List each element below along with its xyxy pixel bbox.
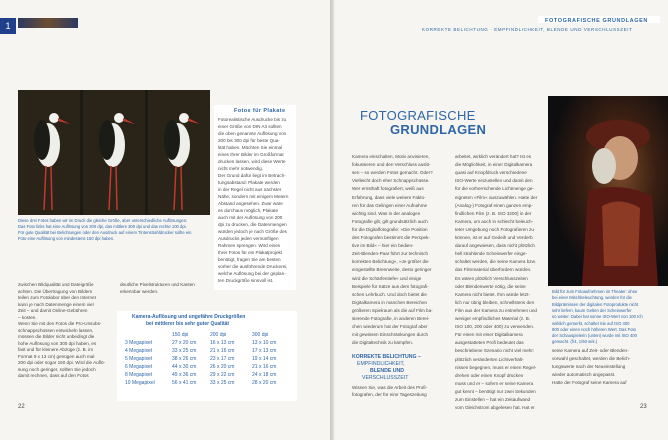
left-body-line: kann je nach Datenmenge einem viel	[18, 301, 94, 307]
sidebar-line: 200 bis 300 dpi für beste Qua-	[218, 138, 280, 143]
left-body-line: teilen zum Fotolabor über den Internet	[18, 295, 96, 300]
table-cell: 26 x 20 cm	[210, 364, 235, 370]
actress-figure	[548, 96, 668, 286]
portrait-caption-line: sehr liefern, kaum Gelten der Scheinwerfer	[552, 307, 632, 313]
right-col3-line: wieder automatisch angepasst.	[552, 372, 616, 378]
left-body-line: zwischen Bildqualität und Dateigröße	[18, 282, 94, 287]
table-cell: 16 x 13 cm	[210, 340, 235, 346]
table-cell: 23 x 17 cm	[210, 356, 235, 362]
header-thumbnail-strip	[18, 18, 78, 28]
table-cell: 33 x 25 cm	[210, 380, 235, 386]
right-col2-line: nissen begegnen, muss er einen Regel-	[455, 364, 537, 370]
table-title-line2: bei mittlerer bis sehr guter Qualität	[146, 321, 230, 327]
right-col2-line: darauf angewiesen, dass nicht plötzlich	[455, 243, 535, 249]
right-col2-line: weniger empfindliches Material (z. B.	[455, 316, 531, 321]
right-col2-line: die Möglichkeit, in einer Digitalkamera	[455, 162, 533, 168]
left-body-line: fast und für kleinere Abzüge (z. B. im	[18, 347, 94, 352]
left-body-line: schnappschüssen entwickeln lassen,	[18, 327, 94, 333]
chapter-title-line1: FOTOGRAFISCHE	[360, 108, 476, 123]
stork-caption-line: Für gute Qualität bei Belichtungen oder den Ausdruck auf einem Tintenstrahldrucker sollte ein	[18, 230, 192, 235]
portrait-caption-line: Bildprämissen der digitalen Fotoprodukte nicht	[552, 301, 639, 307]
right-col2-line: Für einen mit einer Digitalkamera	[455, 332, 523, 338]
right-col1-after-line: fotografen, der für eine Tageszeitung	[352, 391, 427, 397]
right-col1-line: chen wiederum hat der Fotograf aber	[352, 324, 428, 330]
sidebar-line: Ausdrucks jeden vernünftigen	[218, 236, 279, 241]
table-cell: 3 Megapixel	[125, 340, 152, 346]
table-cell: 29 x 22 cm	[210, 372, 235, 378]
right-col1-line: Fotografie gilt, gilt grundsätzlich auch	[352, 218, 428, 224]
table-cell: 24 x 18 cm	[252, 372, 277, 378]
left-body-line: müssen die Bilder nicht unbedingt die	[18, 334, 95, 339]
stork-caption-line: Diese drei Fotos haben wir im Druck die gleiche Größe, aber unterschiedliche Auflösungen:	[18, 218, 188, 223]
right-col1-line: Vielleicht doch eher Schnappschüsse.	[352, 178, 430, 184]
right-col1-line: Beispiele für Sätze aus dem fotografi-	[352, 283, 429, 289]
portrait-caption-line: der Schauspielerin (unten) wurde mit ISO 400	[552, 333, 637, 339]
running-subheader: KORREKTE BELICHTUNG · EMPFINDLICHKEIT, BLENDE UND VERSCHLUSSZEIT	[422, 27, 633, 32]
right-col2-line: das Filmmaterial überfordern würden.	[455, 267, 532, 273]
right-col2-line: hell strahlende Scheinwerfer einge-	[455, 251, 528, 257]
table-cell: 38 x 26 cm	[172, 356, 197, 362]
portrait-caption-line: bei einer Mischbeleuchtung, werden für die	[552, 295, 632, 301]
table-cell: 33 x 25 cm	[172, 348, 197, 354]
page-number-right: 23	[640, 404, 647, 410]
right-col1-line: die Digitaltechnik zu kämpfen.	[352, 340, 414, 346]
right-col2-line: teter Umgebung noch Fotografieren zu	[455, 226, 534, 232]
left-page	[0, 0, 330, 440]
page-number-left: 22	[18, 404, 25, 410]
sidebar-line: Der Grund dafür liegt im Betrach-	[218, 173, 286, 178]
table-cell: 56 x 41 cm	[172, 380, 197, 386]
right-col2-line: quasi auf Knopfdruck verschiedene	[455, 170, 527, 176]
right-col2-line: Kamera nicht bietet. Ihm würde letzt-	[455, 291, 530, 297]
right-col3-line: vorwahl geschaltet, werden die Belich-	[552, 356, 631, 362]
table-header-cell: 200 dpi	[210, 332, 227, 338]
right-col2-line: findlichen Film (z. B. ISO 3200) in der	[455, 210, 532, 216]
right-col1-line: tive im Bild« – hier ein bedien-	[352, 243, 414, 249]
sidebar-line: einer Größe von DIN A3 sollten	[218, 124, 282, 129]
right-col1-line: schen Lehrbuch. Und doch bietet die	[352, 291, 427, 297]
right-col2-line: eigneten »Film« auszuwählen. Hatte der	[455, 194, 538, 200]
stork-photos	[18, 90, 210, 215]
sidebar-line: auch mit der Auflösung von 200	[218, 215, 283, 220]
sidebar-line: benötigt, fragen Sie am besten	[218, 257, 281, 262]
stork-photo-100dpi	[148, 90, 210, 215]
right-col2-line: ISO-Werte einzustellen und damit den	[455, 178, 533, 184]
sidebar-line: die oben genannte Auflösung von	[218, 131, 287, 136]
right-col2-line: drehen oder einen Knopf drücken	[455, 372, 524, 378]
left-body-line: damit rechnen, dass auf den Fotos	[18, 373, 89, 378]
sidebar-line: es durchaus möglich, Plakate	[218, 208, 279, 213]
sidebar-line: drucken lassen, wird diese Werte	[218, 159, 286, 164]
right-col2-line: gut kennt – benötigt nur zwei Sekunden	[455, 388, 536, 394]
right-col3-line: tungswerte nach der Neueinstellung	[552, 364, 626, 370]
stork-photo-200dpi	[18, 90, 80, 215]
portrait-caption-line: 800 oder einen noch höheren Wert. Das Foto	[552, 326, 636, 332]
table-cell: 8 Megapixel	[125, 372, 152, 378]
right-col2-line: arbeitet, wirklich verändert hat? Ist es	[455, 154, 532, 159]
right-col2-line: können, ist er auf Gedeih und Verderb	[455, 235, 533, 240]
table-cell: 13 x 10 cm	[252, 340, 277, 346]
right-col1-line: Digitalkamera in manchen Bereichen	[352, 299, 428, 305]
sidebar-line: nicht mehr notwendig.	[218, 166, 263, 171]
stork-photo-300dpi	[83, 90, 145, 215]
stork-caption-line: Das Foto links hat eine Auflösung von 200 dpi, das mittlere 300 dpi und das rechte 100 dpi.	[18, 224, 187, 229]
right-col2-line: muss und er – sofern er seine Kamera	[455, 380, 534, 386]
left-body-line: Zeit – und damit Online-Gebühren	[18, 308, 88, 313]
portrait-caption-line: so weiter. Dabei hat sonne ISO-Wert von 100 Ich	[552, 314, 643, 320]
table-cell: 28 x 20 cm	[252, 380, 277, 386]
sidebar-line: vorher die ausführende Druckerei,	[218, 264, 288, 269]
portrait-caption-line: wirklich gemerkt, schaltet Sie auf ISO 400	[552, 320, 630, 326]
table-cell: 6 Megapixel	[125, 364, 152, 370]
table-header-cell: 300 dpi	[252, 332, 269, 338]
right-col1-line: des Fotografen bestimmt die Perspek-	[352, 235, 430, 240]
subhead-line1: KORREKTE BELICHTUNG –	[352, 354, 421, 360]
actress-portrait-photo	[548, 96, 668, 286]
left-col2-line: deutliche Pixelstrukturen und Kanten	[120, 282, 195, 287]
right-col1-line: mit gewissen Einschränkungen durch	[352, 332, 429, 338]
right-col1-line: größeren Spielraum als die auf Film ba-	[352, 307, 433, 313]
left-body-line: – kosten.	[18, 314, 37, 320]
right-col3-line: Hatte der Fotograf seine Kamera auf	[552, 380, 627, 386]
sidebar-line: Nähe, sondern mit einigem Metern	[218, 194, 289, 199]
right-col2-line: oder Blendenwerte nötig, die seine	[455, 283, 526, 289]
table-cell: 10 Megapixel	[125, 380, 155, 386]
sidebar-line: Rahmen sprengen. Wird eines	[218, 243, 281, 248]
left-body-line: 200 dpi oder sogar 150 dpi. Wird die Auflö-	[18, 360, 106, 365]
table-cell: 27 x 20 cm	[172, 340, 197, 346]
right-col2-line: ausgestatteten Profi bedeutet das	[455, 340, 524, 346]
sidebar-line: dpi zu drucken, die Datenmengen	[218, 222, 287, 227]
left-body-line: Wenn Sie mit den Fotos die Pro-Unsubs-	[18, 321, 102, 326]
sidebar-line: welche Auflösung bei der geplan-	[218, 271, 286, 276]
sidebar-line: Ihrer Fotos für ein Plakatprojekt	[218, 250, 283, 255]
right-col1-line: Erfahrung, dass viele weitere Fakto-	[352, 194, 426, 200]
right-col1-after-line: Wissen Sie, was die Arbeit des Profi-	[352, 385, 428, 390]
right-col1-line: Wer ernsthaft fotografiert, weiß aus	[352, 186, 424, 192]
right-col1-line: eingestellte Brennweite, desto geringer	[352, 267, 432, 273]
right-col2-line: Film aus der Kamera zu entnehmen und	[455, 307, 537, 313]
right-col1-line: sen – so werden Fotos gemacht. Oder?	[352, 170, 433, 176]
right-col2-line: vom Gleichstrom abgelesen hat. Hat er	[455, 405, 535, 411]
running-header: FOTOGRAFISCHE GRUNDLAGEN	[545, 18, 648, 24]
table-cell: 49 x 36 cm	[172, 372, 197, 378]
right-col2-line: Kamera, um auch in schlecht beleuch-	[455, 218, 534, 224]
table-cell: 21 x 16 cm	[210, 348, 235, 354]
table-cell: 19 x 14 cm	[252, 356, 277, 362]
right-col1-line: ren für das Gelingen einer Aufnahme	[352, 202, 428, 208]
subhead-line3: BLENDE UND	[370, 368, 405, 374]
right-col1-line: sierende Fotografie, in anderen Berei-	[352, 316, 430, 321]
right-col2-line: lich nur übrig bleiben, schnellstens den	[455, 299, 535, 305]
right-col1-line: Zeit-Blenden-Paar führt zur technisch	[352, 251, 429, 257]
sidebar-line: Abstand angesehen. Zwar wäre	[218, 201, 283, 206]
sidebar-line: tungsabstand: Plakate werden	[218, 180, 280, 185]
subhead-line4: VERSCHLUSSZEIT	[362, 375, 409, 381]
right-col1-line: fokussieren und den Verschluss auslö-	[352, 162, 431, 168]
table-cell: 17 x 13 cm	[252, 348, 277, 354]
sidebar-line: in der Regel nicht aus nächster	[218, 187, 282, 192]
right-col1-line: Kamera einschalten, Motiv anvisieren,	[352, 154, 430, 159]
right-col2-line: schaltet werden, die seine Kamera bzw.	[455, 259, 536, 265]
left-body-line: sung noch geringer, sollten Sie jedoch	[18, 366, 96, 372]
sidebar-line: lität haben. Möchten Sie einmal	[218, 145, 283, 150]
right-col1-line: wichtig sind. Was in der analogen	[352, 210, 421, 216]
portrait-caption-line: gemacht. (f/4, 1/60 sek.)	[552, 339, 598, 345]
table-cell: 21 x 16 cm	[252, 364, 277, 370]
portrait-caption-line: Bild für zum Fotoaufnehmen im Theater: ohne	[552, 289, 638, 294]
stork-caption-line: Foto eine Auflösung von mindestens 150 dpi haben.	[18, 236, 115, 241]
sidebar-title: Fotos für Plakate	[234, 108, 286, 114]
right-col3-line: seine Kamera auf Zeit- oder Blenden-	[552, 348, 629, 353]
left-body-line: achten. Die Übertragung von Bildern	[18, 288, 93, 294]
chapter-title-line2: GRUNDLAGEN	[390, 122, 487, 137]
right-col2-line: plötzlich veränderten Lichtverhält-	[455, 356, 524, 362]
right-col2-line: (Analog-) Fotograf einen ganzen emp-	[455, 202, 533, 208]
left-col2-line: erkennbar werden.	[120, 288, 159, 294]
table-cell: 5 Megapixel	[125, 356, 152, 362]
sidebar-line: eines Ihrer Bilder im Großformat	[218, 152, 284, 157]
chapter-tab-marker: 1	[0, 18, 16, 34]
table-header-cell: 150 dpi	[172, 332, 189, 338]
right-col1-line: für die Digitalfotografie: »Die Position	[352, 226, 428, 232]
right-col2-line: beschriebene Szenario nicht viel mehr:	[455, 348, 535, 354]
sidebar-line: ten Druckgröße sinnvoll ist.	[218, 278, 274, 283]
right-col2-line: zum Einstellen – hat ein Zeitaufwand	[455, 397, 531, 402]
subhead-line2: EMPFINDLICHKEIT,	[357, 361, 405, 367]
sidebar-line: würden jedoch je nach Größe des	[218, 229, 287, 234]
sidebar-line: Fotorealistische Ausdrucke bis zu	[218, 117, 287, 122]
table-cell: 44 x 30 cm	[172, 364, 197, 370]
left-body-line: hohe Auflösung von 300 dpi haben, es	[18, 340, 97, 346]
right-col2-line: Es wären plötzlich Verschlusszeiten	[455, 275, 528, 281]
table-cell: 4 Megapixel	[125, 348, 152, 354]
table-title-line1: Kamera-Auflösung und ungefähre Druckgrößen	[132, 314, 246, 320]
left-body-line: Format 9 x 13 cm) genügen auch mal	[18, 353, 95, 359]
right-col2-line: für die vorherrschende Lichtmenge ge-	[455, 186, 534, 192]
right-col1-line: wird die Schärfentiefe« und einige	[352, 275, 422, 281]
right-col1-line: korrekten Belichtung«, »Je größer die	[352, 259, 429, 265]
right-col2-line: ISO 100, 200 oder 400) zu verwenden.	[455, 324, 535, 330]
